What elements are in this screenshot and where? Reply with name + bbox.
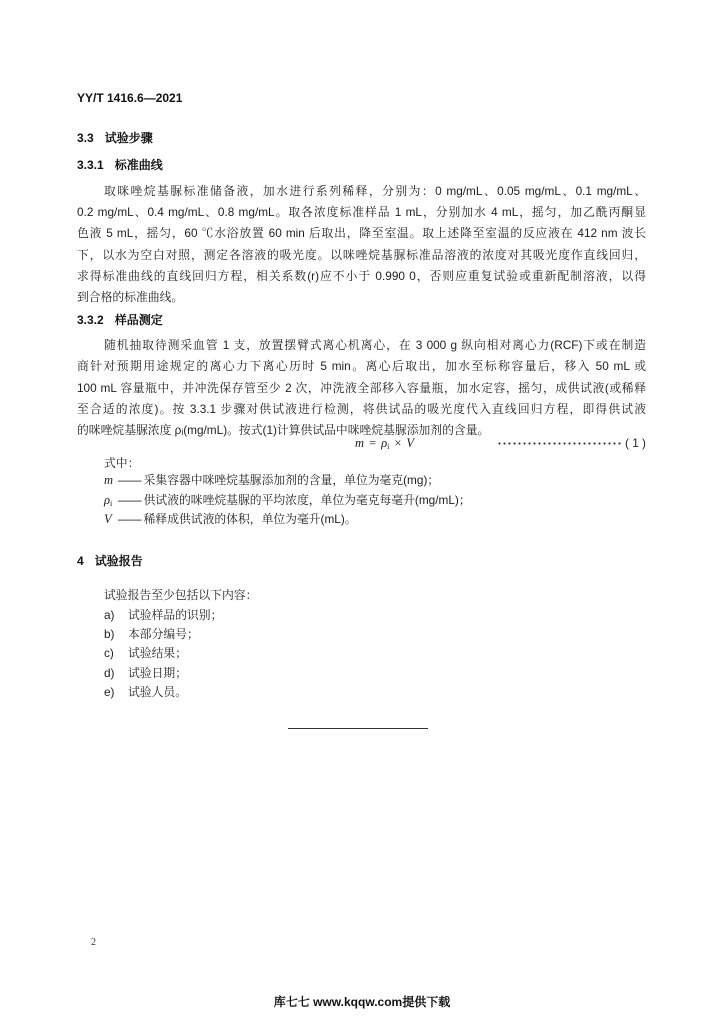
paragraph-line: 的咪唑烷基脲浓度 ρᵢ(mg/mL)。按式(1)计算供试品中咪唑烷基脲添加剂的含量。 <box>77 423 490 438</box>
section-number: 4 <box>77 554 84 569</box>
list-item-label: d) <box>104 665 115 680</box>
section-heading-3-3-1 <box>77 157 646 173</box>
paragraph-sample-measurement <box>77 335 646 441</box>
list-item <box>104 664 646 683</box>
section-heading-3-3-2 <box>77 312 646 328</box>
paragraph-line: 商针对预期用途规定的离心力下离心历时 5 min。离心后取出，加水至标称容量后，移入 50 mL 或 <box>77 359 646 374</box>
paragraph-line: 色液 5 mL，摇匀，60 ℃水浴放置 60 min 后取出，降至室温。取上述降至室温的反应液在 412 nm 波长 <box>77 226 646 241</box>
section-number: 3.3.1 <box>77 158 104 172</box>
formula-symbol-m: m <box>355 436 365 451</box>
variable-symbol <box>104 510 117 530</box>
download-source-footer: 库七七 www.kqqw.com提供下载 <box>273 995 451 1009</box>
list-item-text: 试验日期； <box>128 665 187 680</box>
section-heading-4 <box>77 553 646 569</box>
formula-expression <box>355 436 414 450</box>
list-item-text: 本部分编号； <box>128 627 199 642</box>
list-item-label: a) <box>104 607 115 622</box>
paragraph-line: 求得标准曲线的直线回归方程，相关系数(r)应不小于 0.990 0，否则应重复试验或重新配制溶液，以得 <box>77 268 646 283</box>
formula-symbol-v: V <box>406 436 415 451</box>
list-item-label: b) <box>104 627 115 642</box>
list-item <box>104 606 646 625</box>
paragraph-line: 0.2 mg/mL、0.4 mg/mL、0.8 mg/mL。取各浓度标准样品 1 mL，分别加水 4 mL，摇匀，加乙酰丙酮显 <box>77 205 646 220</box>
page-number: 2 <box>91 937 96 948</box>
variable-definition <box>104 510 646 530</box>
variable-definitions <box>77 471 646 530</box>
where-label: 式中： <box>104 456 140 471</box>
section-title: 样品测定 <box>114 313 163 328</box>
list-item-text: 试验人员。 <box>128 684 187 699</box>
formula-symbol-rho: ρ <box>381 436 388 451</box>
variable-description: 采集容器中咪唑烷基脲添加剂的含量，单位为毫克(mg)； <box>143 473 440 488</box>
paragraph-line: 100 mL 容量瓶中，并冲洗保存管至少 2 次，冲洗液全部移入容量瓶，加水定容，摇匀，成供试液(或稀释 <box>77 380 646 395</box>
section-title: 标准曲线 <box>114 158 163 172</box>
variable-subscript-i: i <box>110 498 113 508</box>
paragraph-line: 下，以水为空白对照，测定各溶液的吸光度。以咪唑烷基脲标准品溶液的浓度对其吸光度作直线回归， <box>77 247 646 262</box>
end-of-document-rule <box>288 728 428 729</box>
formula-dot-leader <box>497 442 621 445</box>
variable-symbol-v: V <box>104 512 112 527</box>
list-item <box>104 625 646 644</box>
paragraph-standard-curve <box>77 181 646 308</box>
definition-dash: —— <box>118 492 142 507</box>
variable-definition <box>104 471 646 491</box>
page-body <box>77 0 646 702</box>
paragraph-line: 取咪唑烷基脲标准储备液，加水进行系列稀释，分别为：0 mg/mL、0.05 mg/mL、0.1 mg/mL、 <box>104 184 646 198</box>
paragraph-line: 至合适的浓度)。按 3.3.1 步骤对供试液进行检测，将供试品的吸光度代入直线回归方程，即得供试液 <box>77 401 646 416</box>
variable-description: 供试液的咪唑烷基脲的平均浓度，单位为毫克每毫升(mg/mL)； <box>143 492 471 507</box>
section-heading-3-3 <box>77 130 646 146</box>
list-intro: 试验报告至少包括以下内容： <box>104 588 258 603</box>
paragraph-line: 随机抽取待测采血管 1 支，放置摆臂式离心机离心，在 3 000 g 纵向相对离心力(RCF)下或在制造 <box>104 338 646 353</box>
section-number: 3.3.2 <box>77 313 104 328</box>
list-item-text: 试验样品的识别； <box>128 607 223 622</box>
variable-symbol-m: m <box>104 473 114 488</box>
definition-dash: —— <box>118 512 142 527</box>
formula-subscript-i: i <box>387 442 390 452</box>
formula-number: ( 1 ) <box>625 436 646 451</box>
list-item <box>104 683 646 702</box>
variable-symbol-rho: ρ <box>104 492 110 507</box>
variable-definition <box>104 491 646 511</box>
paragraph-line: 到合格的标准曲线。 <box>77 290 184 305</box>
section-number: 3.3 <box>77 131 94 145</box>
list-item-label: e) <box>104 684 115 699</box>
section-title: 试验步骤 <box>104 131 153 145</box>
standard-number-header: YY/T 1416.6—2021 <box>77 91 183 105</box>
list-item-label: c) <box>104 646 114 661</box>
formula-1 <box>77 436 646 450</box>
report-contents-list <box>77 586 646 702</box>
variable-symbol <box>104 471 117 491</box>
variable-symbol <box>104 491 117 511</box>
formula-equals-sign: = <box>369 436 377 451</box>
definition-dash: —— <box>118 473 142 488</box>
list-item <box>104 644 646 663</box>
variable-description: 稀释成供试液的体积，单位为毫升(mL)。 <box>143 512 357 527</box>
list-item-text: 试验结果； <box>128 646 187 661</box>
section-title: 试验报告 <box>94 554 143 569</box>
formula-times-sign: × <box>394 436 402 451</box>
